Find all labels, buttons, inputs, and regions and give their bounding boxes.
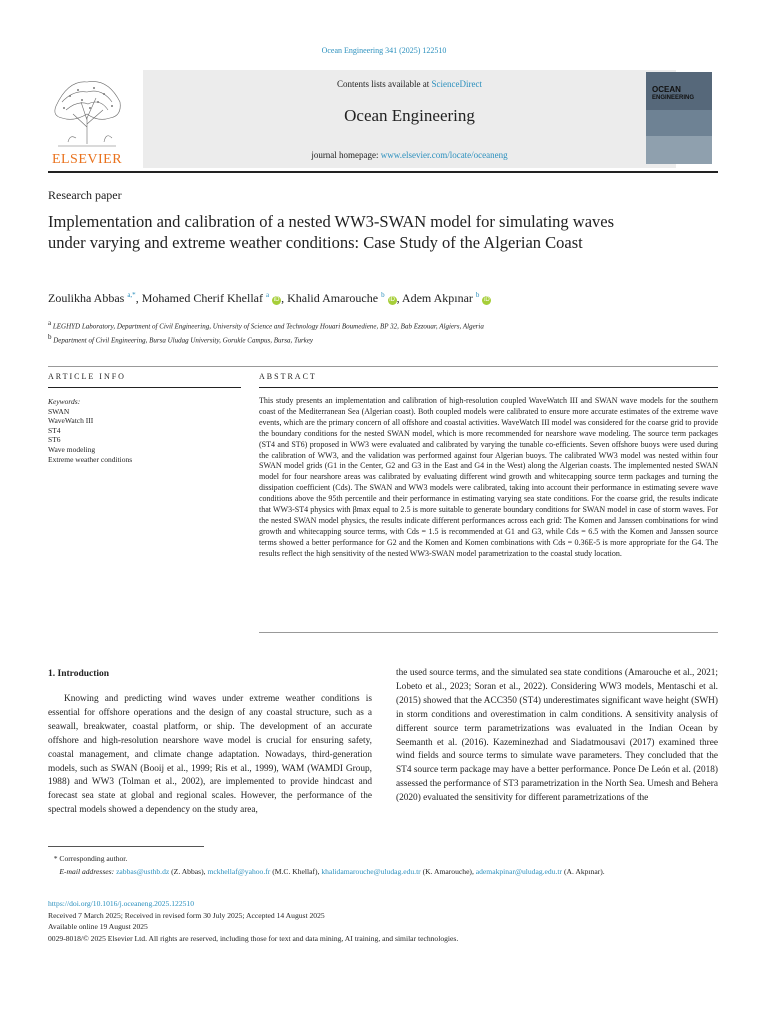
contents-line xyxy=(143,79,676,89)
email-label: E-mail addresses: xyxy=(59,866,115,876)
keyword-item: Extreme weather conditions xyxy=(48,454,133,464)
banner-divider xyxy=(48,171,718,173)
intro-left-column xyxy=(48,693,372,818)
email-owner: (M.C. Khellaf) xyxy=(272,866,318,876)
email-link[interactable]: khalidamarouche@uludag.edu.tr xyxy=(321,866,421,876)
affiliation-item xyxy=(48,318,484,332)
affiliation-text: LEGHYD Laboratory, Department of Civil Engineering, University of Science and Technology Houari Boumediene, BP 32, Bab Ezzouar, Algiers, Algeria xyxy=(52,322,484,331)
email-link[interactable]: ademakpinar@uludag.edu.tr xyxy=(475,866,563,876)
email-link[interactable]: mckhellaf@yahoo.fr xyxy=(207,866,271,876)
author-name[interactable]: Adem Akpınar xyxy=(401,291,473,305)
affiliation-marker: b xyxy=(48,333,52,342)
homepage-line xyxy=(143,150,676,160)
keyword-item: WaveWatch III xyxy=(48,416,94,426)
footnote-rule xyxy=(48,846,204,847)
article-info-rule xyxy=(48,387,241,388)
email-owner: (K. Amarouche) xyxy=(422,866,472,876)
copyright-notice: 0029-8018/© 2025 Elsevier Ltd. All rights are reserved, including those for text and data mining, AI training, and similar technologies. xyxy=(48,933,459,943)
contents-prefix: Contents lists available at xyxy=(337,79,432,89)
abstract-bottom-rule xyxy=(259,632,718,633)
keyword-item: SWAN xyxy=(48,406,70,416)
article-info-heading: ARTICLE INFO xyxy=(48,372,126,381)
article-title: Implementation and calibration of a nested WW3-SWAN model for simulating waves under varying and extreme weather conditions: Case Study of the Algerian Coast xyxy=(48,212,615,252)
keywords-block xyxy=(48,397,132,464)
affiliation-text: Department of Civil Engineering, Bursa Uludag University, Gorukle Campus, Bursa, Turkey xyxy=(53,336,314,345)
introduction-heading: 1. Introduction xyxy=(48,669,110,679)
cover-bottom-band xyxy=(646,136,712,164)
author-name[interactable]: Khalid Amarouche xyxy=(287,291,379,305)
author-name[interactable]: Zoulikha Abbas xyxy=(48,291,125,305)
abstract-rule xyxy=(259,387,718,388)
cover-title-line1: OCEAN xyxy=(652,85,681,94)
orcid-icon[interactable]: iD xyxy=(273,297,280,303)
corresponding-author-note: * Corresponding author. xyxy=(48,854,128,863)
author-affiliation-marker[interactable]: b xyxy=(475,291,480,299)
abstract-text: This study presents an implementation and calibration of high-resolution coupled WaveWatch III and SWAN wave models for the southern coast of the Mediterranean Sea (Algerian coast). Both coupled models were calibrated to ensure more accurate estimates of the extreme wave events, which are the primary concern of all offshore and coastal activities. WaveWatch III model was considered for the coarse grid to provide the boundary conditions for the nested SWAN model, which is more recommended for nearshore wave modeling. The source term packages (ST4 and ST6) proposed in WW3 were evaluated and calibrated by varying the tunable co-efficients. Seven offshore buoys were used during the calibration of WW3, and the validation was performed against four Algerian buoys. The calibrated WW3 model was nested within four SWAN model grids (G1 in the Center, G2 and G3 in the East and G4 in the West) along the Algerian coasts. The implemented nested SWAN model for four nearshore areas was calibrated by evaluating different wind growth and whitecapping source term packages and turning the dissipation coefficient (Cds). The SWAN and WW3 models were calibrated, taking into account their performance in estimating severe wave conditions above the 95th percentile and their performance in estimating varying sea state conditions. For the coarse grid, the results indicate that WW3-ST4 physics with βmax equal to 2.5 is more suitable to generate boundary conditions for SWAN model in case of storm waves. For the nested SWAN model physics, the results indicate different performances across each grid: The Komen and Janssen combinations for wind growth and whitecapping source terms, with Cds = 1.5 is recommended at G1 and G3, while Cds = 6.5 with the Komen and Janssen source terms showed a better performance for G2 and the Komen and Komen combinations with Cds = 0.36E-5 is more appropriate for the G4. The results reflect the high sensitivity of the nested WW3-SWAN model parametrization to the coastal study location. xyxy=(259,396,718,558)
elsevier-wordmark: ELSEVIER xyxy=(51,152,123,167)
abstract-heading: ABSTRACT xyxy=(259,372,317,381)
email-list: E-mail addresses: zabbas@usthb.dz (Z. Abbas), mckhellaf@yahoo.fr (M.C. Khellaf), khalidamarouche@uludag.edu.tr (K. Amarouche), ademakpinar@uludag.edu.tr (A. Akpınar). xyxy=(59,866,605,876)
email-owner: (A. Akpınar) xyxy=(563,866,603,876)
elsevier-logo[interactable] xyxy=(48,72,126,168)
affiliation-item xyxy=(48,332,484,346)
keywords-label: Keywords: xyxy=(48,397,81,406)
email-owner: (Z. Abbas) xyxy=(171,866,204,876)
journal-reference[interactable]: Ocean Engineering 341 (2025) 122510 xyxy=(321,46,447,55)
orcid-icon[interactable]: iD xyxy=(389,297,395,303)
journal-cover-thumbnail[interactable] xyxy=(646,72,712,164)
author-list: Zoulikha Abbas $^{a,*}$, Mohamed Cherif Khellaf $^a$ iD , Khalid Amarouche $^b$ iD , Adem Akpınar $^b$ iD xyxy=(48,291,490,305)
intro-paragraph: Knowing and predicting wind waves under extreme weather conditions is essential for offshore operations and the design of any coastal structure, such as a seawall, breakwater, coastal platform, or ship. The development of an accurate offshore and high-resolution nearshore wave model is crucial for ensuring safety, coastal management, and climate change adaptation. Nowadays, third-generation models, such as SWAN (Booij et al., 1999; Ris et al., 1999), WAM (WAMDI Group, 1988) and WW3 (Tolman et al., 2002), are implemented to provide hindcast and forecast sea state at global and regional scales. However, the performance of the spectral models showed a dependency on the study area, xyxy=(48,694,372,816)
keyword-item: ST6 xyxy=(48,435,61,445)
journal-title: Ocean Engineering xyxy=(344,106,475,125)
author-affiliation-marker[interactable]: a,* xyxy=(127,291,136,299)
affiliations xyxy=(48,318,484,347)
publication-info xyxy=(48,898,723,944)
homepage-prefix: journal homepage: xyxy=(311,150,381,160)
homepage-link[interactable]: www.elsevier.com/locate/oceaneng xyxy=(380,150,508,160)
received-dates: Received 7 March 2025; Received in revised form 30 July 2025; Accepted 14 August 2025 xyxy=(48,910,325,920)
keyword-item: Wave modeling xyxy=(48,444,96,454)
cover-title xyxy=(652,86,694,102)
intro-right-column xyxy=(396,667,718,806)
author-affiliation-marker[interactable]: a xyxy=(265,291,270,299)
doi-link[interactable]: https://doi.org/10.1016/j.oceaneng.2025.122510 xyxy=(48,899,195,908)
orcid-icon[interactable]: iD xyxy=(484,297,490,303)
footnotes xyxy=(48,853,723,878)
author-name[interactable]: Mohamed Cherif Khellaf xyxy=(141,291,263,305)
email-link[interactable]: zabbas@usthb.dz xyxy=(116,866,170,876)
sciencedirect-link[interactable]: ScienceDirect xyxy=(431,79,482,89)
article-type: Research paper xyxy=(48,188,122,202)
intro-paragraph: the used source terms, and the simulated sea state conditions (Amarouche et al., 2021; Lobeto et al., 2023; Soran et al., 2022). Considering WW3 models, Mentaschi et al. (2015) showed that the ACC350 (ST4) underestimates significant wave height (SWH) in storm conditions and overestimation in calm conditions. A sensitivity analysis of different source term parametrizations was evaluated in the Indian Ocean by Seemanth et al. (2016). Kazeminezhad and Siadatmousavi (2017) examined three wind fields and source terms to simulate wave parameters. They concluded that the ST4 source term package may have a better performance. Ponce De León et al. (2018) assessed the performance of ST3 parametrization in the North Sea. Umesh and Behera (2020) evaluated the sensitivity for different parametrizations of the xyxy=(396,668,718,804)
affiliation-marker: a xyxy=(48,319,52,327)
corresponding-text: Corresponding author. xyxy=(59,854,128,863)
info-top-rule xyxy=(48,366,718,367)
cover-title-line2: ENGINEERING xyxy=(652,95,695,101)
journal-header-box xyxy=(143,70,676,168)
author-affiliation-marker[interactable]: b xyxy=(381,291,385,299)
keyword-item: ST4 xyxy=(48,425,61,435)
journal-banner xyxy=(48,70,718,170)
available-online: Available online 19 August 2025 xyxy=(48,922,148,931)
